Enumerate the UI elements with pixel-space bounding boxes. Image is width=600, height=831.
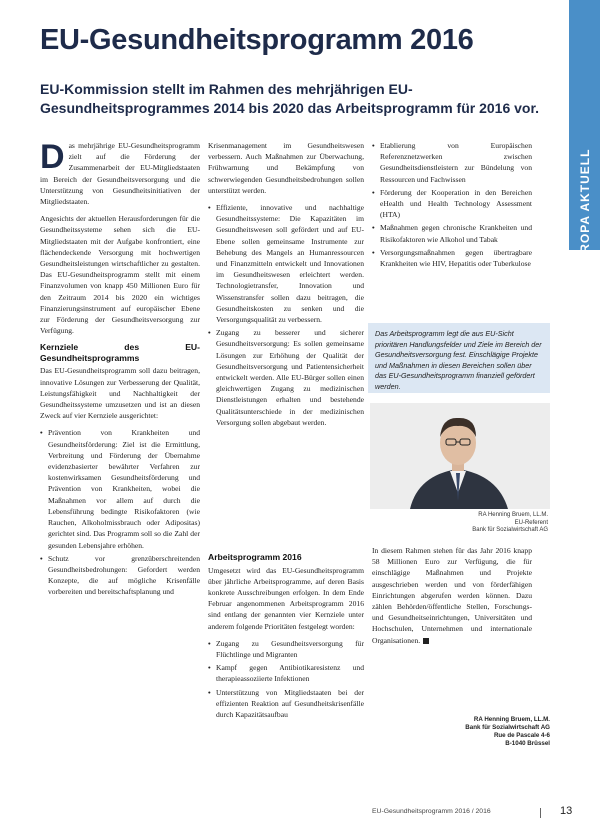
footer-divider bbox=[540, 808, 541, 818]
list-item: • Schutz vor grenzüberschreitenden Gesundheitsbedrohungen: Gefordert werden Konzepte, die auf mögliche Krisenfälle vorbereiten und bereitschaftsplanung und bbox=[40, 553, 200, 598]
list-item: • Kampf gegen Antibiotikaresistenz und therapieassoziierte Infektionen bbox=[208, 662, 364, 684]
list-item: • Unterstützung von Mitgliedstaaten bei der effizienten Reaktion auf Gesundheitskrisenfälle durch Kapazitätsaufbau bbox=[208, 687, 364, 721]
list-item: • Förderung der Kooperation in den Bereichen eHealth und Health Technology Assessment (HTA) bbox=[372, 187, 532, 221]
list-item: • Effiziente, innovative und nachhaltige Gesundheitssysteme: Die Kapazitäten im Gesundheitswesen soll gefördert und auf EU-Ebene sollen gemeinsame Instrumente zur Behebung des Mangels an Humanressourcen und Finanzmitteln entwickelt und Innovationen im Gesundheitswesen erleichtert werden. Technologietransfer, Innovation und Wissenstransfer sollen dazu beitragen, die Gesundheitskosten zu senken und die Versorgungsqualität zu verbessern. bbox=[208, 202, 364, 325]
list-item: • Zugang zu besserer und sicherer Gesundheitsversorgung: Es sollen gemeinsame Lösungen zur Erhöhung der Qualität der Gesundheitsversorgung und Patientensicherheit entwickelt werden. Alle EU-Bürger sollen einen gleichwertigen Zugang zu medizinischen Dienstleistungen erhalten und bestehende Qualitätsunterschiede in der medizinischen Versorgung sollen abgebaut werden. bbox=[208, 327, 364, 428]
section-heading: Kernziele des EU-Gesundheitsprogramms bbox=[40, 342, 200, 363]
dropcap: D bbox=[40, 138, 65, 176]
closing-text: In diesem Rahmen stehen für das Jahr 2016 knapp 58 Millionen Euro zur Verfügung, die für einschlägige Maßnahmen und Projekte ausgeschrieben werden und von förderfähigen Einrichtungen abgerufen werden können. Dazu zählen Behörden/öffentliche Stellen, Forschungs- und Gesundheitseinrichtungen, Universitäten und Hochschulen, Unternehmen und internationale Organisationen. bbox=[372, 546, 532, 645]
paragraph: Krisenmanagement im Gesundheitswesen verbessern. Auch Maßnahmen zur Überwachung, Frühwarnung und Bekämpfung von schwerwiegenden Gesundheitsbedrohungen sollen unterstützt werden. bbox=[208, 141, 364, 195]
author-org: Bank für Sozialwirtschaft AG bbox=[465, 724, 550, 731]
bullet-list bbox=[208, 202, 364, 428]
list-item: • Maßnahmen gegen chronische Krankheiten und Risikofaktoren wie Alkohol und Tabak bbox=[372, 222, 532, 244]
pull-quote: Das Arbeitsprogramm legt die aus EU-Sicht prioritären Handlungsfelder und Ziele im Bereich der Gesundheitsversorgung fest. Einschlägige Projekte und Maßnahmen in diesen Bereichen sollen über das EU-Gesundheitsprogramm finanziell gefördert werden. bbox=[368, 323, 550, 393]
caption-name: RA Henning Bruem, LL.M. bbox=[478, 512, 548, 518]
section-tab-label: EUROPA AKTUELL bbox=[577, 148, 592, 272]
list-item: • Etablierung von Europäischen Referenznetzwerken zwischen Gesundheitsdienstleistern zur Bündelung von Ressourcen und Fachwissen bbox=[372, 140, 532, 185]
subtitle: EU-Kommission stellt im Rahmen des mehrjährigen EU-Gesundheitsprogrammes 2014 bis 2020 das Arbeitsprogramm für 2016 vor. bbox=[40, 81, 540, 116]
list-item: • Versorgungsmaßnahmen gegen übertragbare Krankheiten wie HIV, Hepatitis oder Tuberkulose bbox=[372, 247, 532, 269]
paragraph: Umgesetzt wird das EU-Gesundheitsprogramm über jährliche Arbeitsprogramme, auf deren Basis konkrete Ausschreibungen erfolgen. In dem Ende Februar angenommenen Arbeitsprogramm 2016 sind entlang der genannten vier Kernziele unter anderem folgende Prioritäten festgelegt worden: bbox=[208, 565, 364, 631]
list-item: • Prävention von Krankheiten und Gesundheitsförderung: Ziel ist die Ermittlung, Verbreitung und Förderung der Übernahme evidenzbasierter bewährter Verfahren zur kostenwirksamen Gesundheitsförderung und Prävention von Krankheiten, wobei die Maßnahmen vor allem auf durch die Lebensführung bedingte Risikofaktoren (wie Rauchen, Alkoholmissbrauch oder Adipositas) gerichtet sind. Das Programm soll so die Zahl der gesunden Lebensjahre erhöhen. bbox=[40, 427, 200, 550]
caption-org: Bank für Sozialwirtschaft AG bbox=[472, 527, 548, 533]
column-1 bbox=[40, 140, 200, 600]
author-photo bbox=[370, 403, 550, 509]
author-block bbox=[400, 716, 550, 748]
bullet-list bbox=[40, 427, 200, 597]
intro-text: as mehrjährige EU-Gesundheitsprogramm zielt auf die Förderung der Zusammenarbeit der EU-Mitgliedstaaten im Bereich der Gesundheitsversorgung und die Unterstützung von Gesundheitsinitiativen der Mitgliedstaaten. bbox=[40, 141, 200, 207]
footer-text: EU-Gesundheitsprogramm 2016 / 2016 bbox=[372, 808, 491, 815]
intro-paragraph bbox=[40, 140, 200, 207]
author-address: Rue de Pascale 4-6 bbox=[493, 732, 550, 739]
column-2-lower bbox=[208, 548, 364, 722]
author-name: RA Henning Bruem, LL.M. bbox=[473, 716, 550, 723]
caption-role: EU-Referent bbox=[514, 519, 548, 526]
author-city: B-1040 Brüssel bbox=[505, 740, 550, 747]
portrait-image bbox=[370, 403, 550, 509]
section-heading: Arbeitsprogramm 2016 bbox=[208, 552, 302, 562]
end-mark-icon bbox=[423, 638, 429, 644]
bullet-list bbox=[208, 638, 364, 720]
column-3-lower bbox=[372, 545, 532, 652]
paragraph: Angesichts der aktuellen Herausforderungen für die Gesundheitssysteme sehen sich die EU-Mitgliedstaaten mit der Aufgabe konfrontiert, eine flächendeckende Versorgung mit hochwertigen Gesundheitsleistungen wirtschaftlicher zu gestalten. Das EU-Gesundheitsprogramm stellt mit einem Finanzvolumen von knapp 450 Millionen Euro für den Zeitraum 2014 bis 2020 ein wichtiges Finanzierungsinstrument auf europäischer Ebene zur Förderung der Gesundheitsversorgung zur Verfügung. bbox=[40, 214, 200, 336]
section-tab bbox=[569, 0, 600, 272]
list-item: • Zugang zu Gesundheitsversorgung für Flüchtlinge und Migranten bbox=[208, 638, 364, 660]
bullet-list bbox=[372, 140, 532, 269]
column-2 bbox=[208, 140, 364, 430]
page-number: 13 bbox=[560, 805, 573, 817]
column-3 bbox=[372, 140, 532, 271]
photo-caption bbox=[430, 512, 548, 535]
title: EU-Gesundheitsprogramm 2016 bbox=[40, 24, 474, 56]
paragraph bbox=[372, 545, 532, 646]
paragraph: Das EU-Gesundheitsprogramm soll dazu beitragen, innovative Lösungen zur Verbesserung der Qualität, Leistungsfähigkeit und Nachhaltigkeit der Gesundheitssysteme umzusetzen und ist an diesen Zweck auf vier Kernziele ausgerichtet: bbox=[40, 366, 200, 421]
